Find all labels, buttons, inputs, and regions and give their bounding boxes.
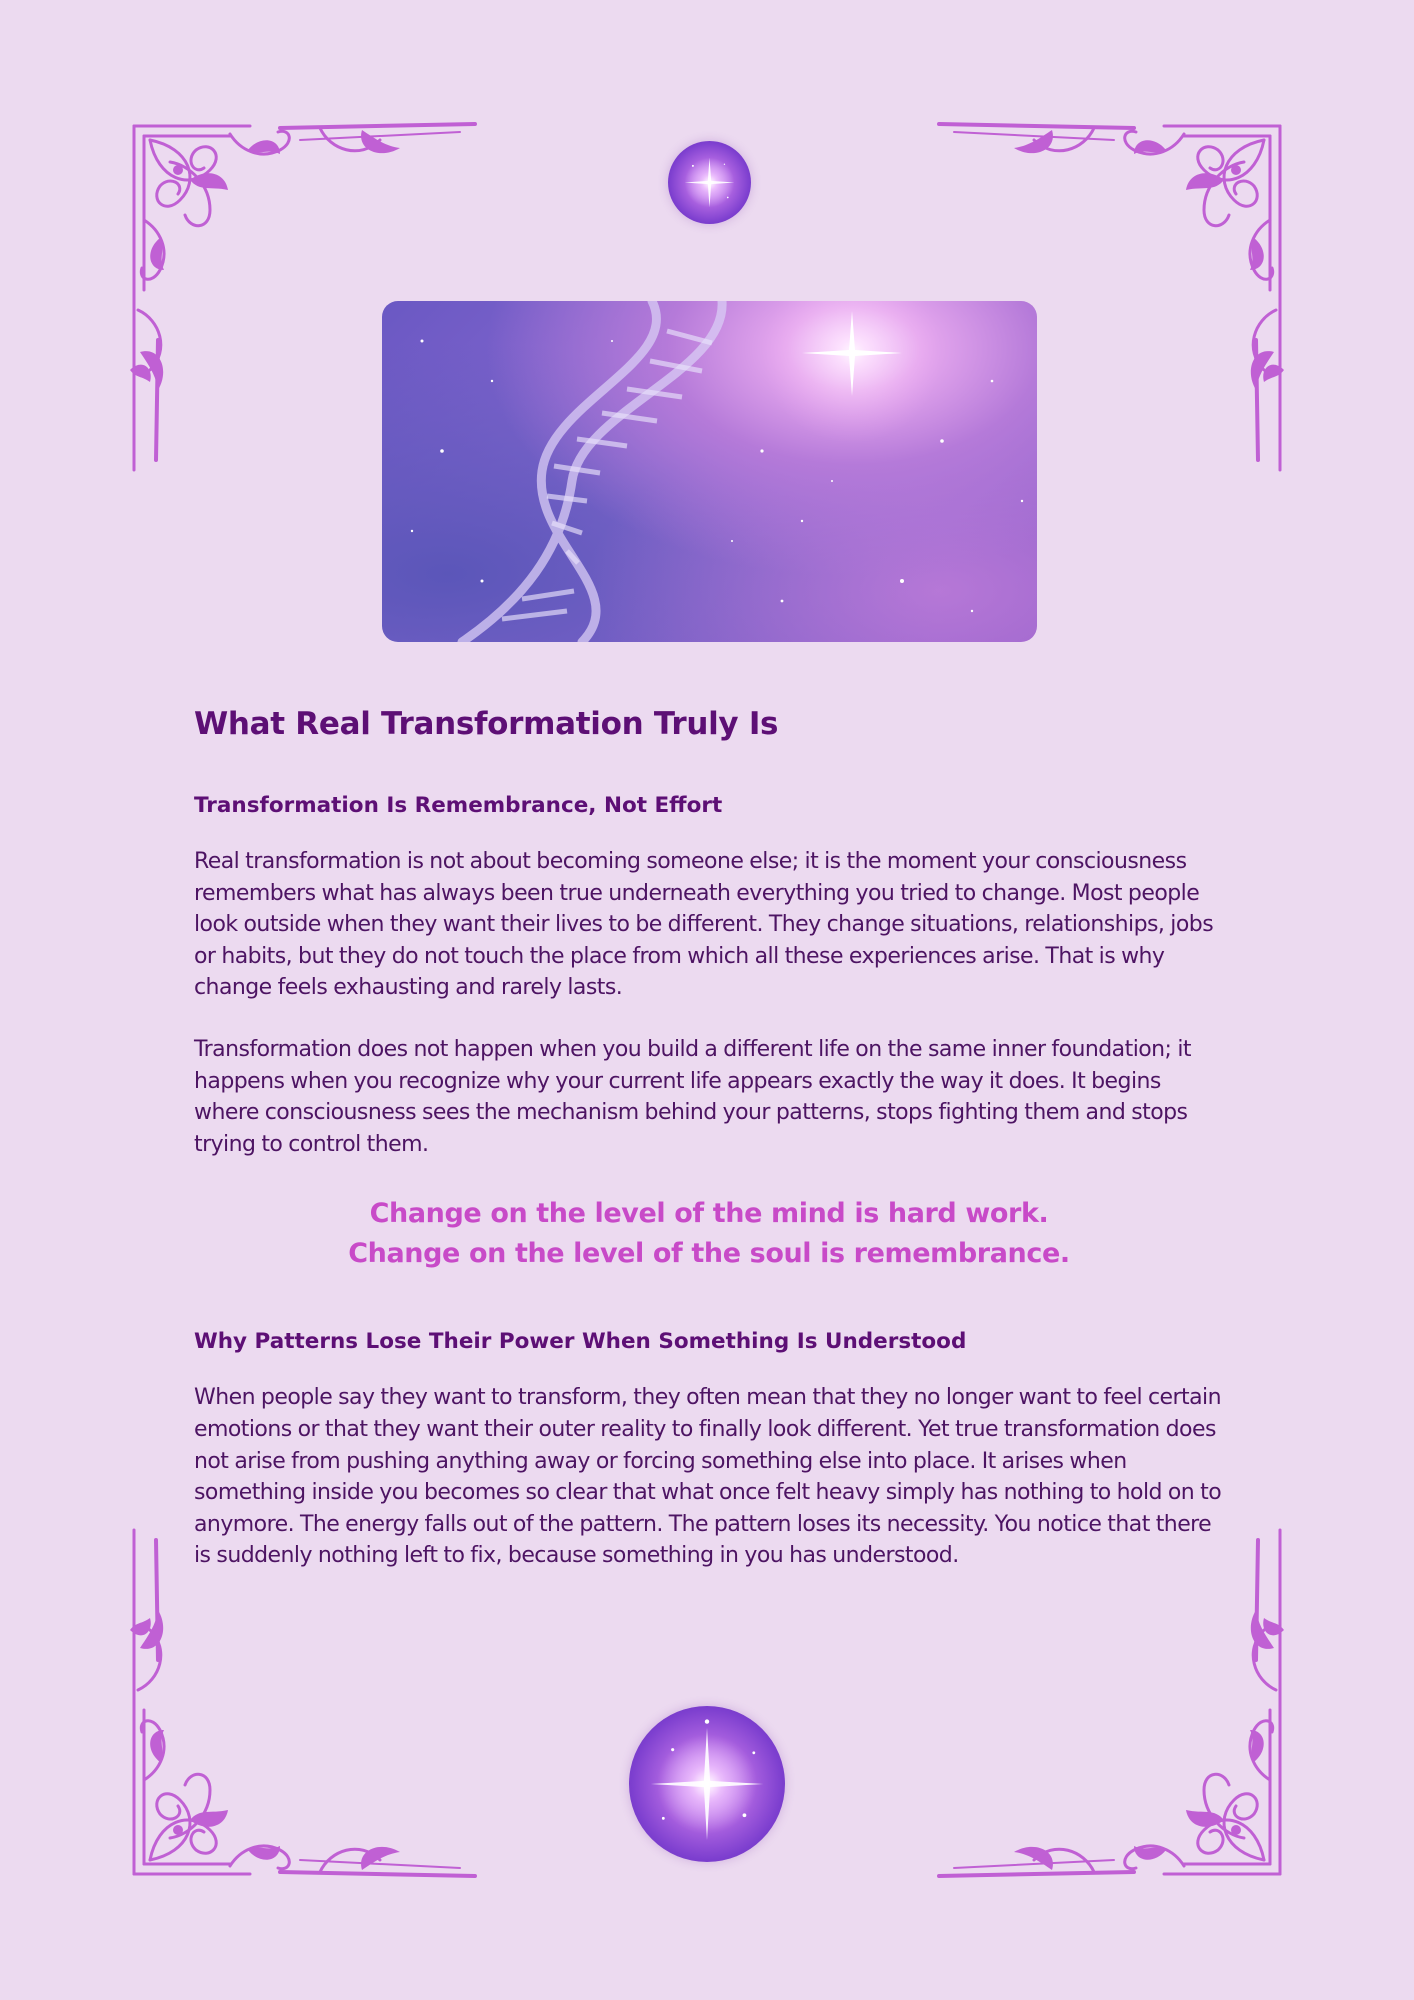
section-heading: Transformation Is Remembrance, Not Effort — [194, 793, 723, 818]
top-star-orb-icon — [668, 141, 751, 224]
paragraph: Real transformation is not about becoming someone else; it is the moment your consciousness remembers what has always been true underneath everything you tried to change. Most people look outside when they want their lives to be different. They change situations, relationships, jobs or habits, but they do not touch the place from which all these experiences arise. That is why change feels exhausting and rarely lasts. — [194, 849, 1214, 1001]
section-heading: Why Patterns Lose Their Power When Something Is Understood — [194, 1329, 967, 1355]
quote-line: Change on the level of the mind is hard work. — [369, 1198, 1049, 1230]
bottom-star-orb-icon — [629, 1706, 785, 1862]
paragraph: When people say they want to transform, they often mean that they no longer want to feel certain emotions or that they want their outer reality to finally look different. Yet true transformation does not arise from pushing anything away or forcing something else into place. It arises when something inside you becomes so clear that what once felt heavy simply has nothing to hold on to anymore. The energy falls out of the pattern. The pattern loses its necessity. You notice that there is suddenly nothing left to fix, because something in you has understood. — [194, 1385, 1222, 1569]
dna-galaxy-image — [382, 301, 1037, 642]
paragraph: Transformation does not happen when you build a different life on the same inner foundation; it happens when you recognize why your current life appears exactly the way it does. It begins where consciousness sees the mechanism behind your patterns, stops fighting them and stops trying to control them. — [194, 1036, 1192, 1157]
page-title: What Real Transformation Truly Is — [194, 706, 779, 742]
article-content — [194, 700, 1224, 1572]
highlight-quote — [194, 1194, 1224, 1274]
quote-line: Change on the level of the soul is remembrance. — [348, 1238, 1070, 1270]
